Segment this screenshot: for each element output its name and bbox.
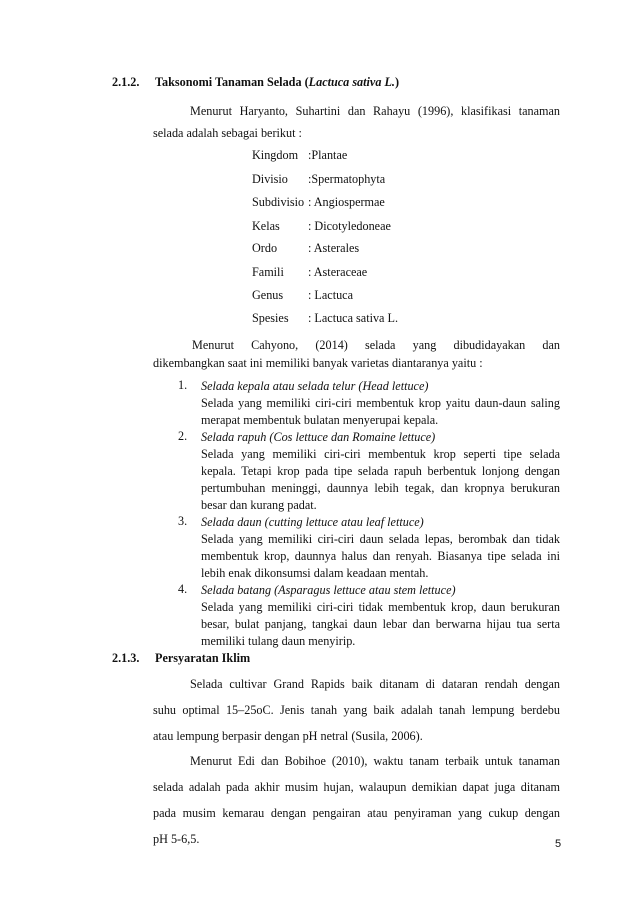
variety-line: Selada yang memiliki ciri-ciri membentuk krop seperti tipe selada xyxy=(201,447,560,461)
taxonomy-row-subdivisio xyxy=(252,195,385,210)
variety-line: besar dan kurang padat. xyxy=(201,498,317,512)
taxonomy-key: Divisio xyxy=(252,172,288,186)
taxonomy-row-kingdom xyxy=(252,148,347,163)
variety-title: Selada rapuh (Cos lettuce dan Romaine lettuce) xyxy=(201,430,436,444)
taxonomy-key: Famili xyxy=(252,265,284,279)
list-number: 4. xyxy=(178,582,188,596)
list-number: 3. xyxy=(178,514,188,528)
variety-line: merapat membentuk bulatan menyerupai kepala. xyxy=(201,413,439,427)
taxonomy-value: :Plantae xyxy=(308,148,348,162)
taxonomy-row-ordo xyxy=(252,241,359,256)
variety-line: lebih enak dikonsumsi dalam keadaan mentah. xyxy=(201,566,429,580)
taxonomy-row-famili xyxy=(252,265,367,280)
title-prefix: Taksonomi Tanaman Selada ( xyxy=(155,75,309,89)
variety-line: Selada yang memiliki ciri-ciri membentuk krop yaitu daun-daun saling xyxy=(201,396,560,410)
list-number: 2. xyxy=(178,429,188,443)
taxonomy-key: Kelas xyxy=(252,219,280,233)
variety-line: membentuk krop, daunnya halus dan renyah. Biasanya tipe selada ini xyxy=(201,549,560,563)
variety-line: Selada yang memiliki ciri-ciri tidak membentuk krop, daun berukuran xyxy=(201,600,560,614)
iklim-para1-line: atau lempung berpasir dengan pH netral (Susila, 2006). xyxy=(153,729,423,743)
taxonomy-row-divisio xyxy=(252,172,385,187)
iklim-para2-line: selada adalah pada akhir musim hujan, walaupun demikian dapat juga ditanam xyxy=(153,780,560,794)
section-number-2-1-3: 2.1.3. xyxy=(112,651,140,665)
taxonomy-key: Spesies xyxy=(252,311,289,325)
title-latin-name: Lactuca sativa L. xyxy=(308,75,395,89)
taxonomy-key: Kingdom xyxy=(252,148,299,162)
title-suffix: ) xyxy=(394,75,400,89)
iklim-para1-line: suhu optimal 15–25oC. Jenis tanah yang baik adalah tanah lempung berdebu xyxy=(153,703,560,717)
intro-line-2: selada adalah sebagai berikut : xyxy=(153,126,302,140)
taxonomy-key: Ordo xyxy=(252,241,278,255)
taxonomy-value: : Lactuca sativa L. xyxy=(308,311,399,325)
iklim-para2-line: pH 5-6,5. xyxy=(153,832,200,846)
taxonomy-value: : Dicotyledoneae xyxy=(308,219,391,233)
iklim-para1-line: Selada cultivar Grand Rapids baik ditanam di dataran rendah dengan xyxy=(190,677,560,691)
variety-title: Selada kepala atau selada telur (Head lettuce) xyxy=(201,379,429,393)
iklim-para2-line: Menurut Edi dan Bobihoe (2010), waktu tanam terbaik untuk tanaman xyxy=(190,754,560,768)
section-number-2-1-2: 2.1.2. xyxy=(112,75,140,89)
intro-line-1: Menurut Haryanto, Suhartini dan Rahayu (1996), klasifikasi tanaman xyxy=(190,104,560,118)
taxonomy-key: Genus xyxy=(252,288,284,302)
section-title-persyaratan-iklim: Persyaratan Iklim xyxy=(155,651,251,665)
variety-line: Selada yang memiliki ciri-ciri daun selada lepas, berombak dan tidak xyxy=(201,532,560,546)
taxonomy-value: : Asteraceae xyxy=(308,265,368,279)
taxonomy-key: Subdivisio xyxy=(252,195,305,209)
taxonomy-row-kelas xyxy=(252,219,391,234)
variety-line: memiliki tulang daun menyirip. xyxy=(201,634,356,648)
iklim-para2-line: pada musim kemarau dengan pengairan atau penyiraman yang cukup dengan xyxy=(153,806,560,820)
variety-line: besar, bulat panjang, tangkai daun lebar dan berwarna hijau tua serta xyxy=(201,617,560,631)
variety-title: Selada batang (Asparagus lettuce atau stem lettuce) xyxy=(201,583,456,597)
list-number: 1. xyxy=(178,378,188,392)
variety-line: kepala. Tetapi krop pada tipe selada rapuh berbentuk lonjong dengan xyxy=(201,464,560,478)
cahyono-line-2: dikembangkan saat ini memiliki banyak varietas diantaranya yaitu : xyxy=(153,356,483,370)
section-title-taksonomi xyxy=(155,74,399,90)
page-number: 5 xyxy=(555,838,562,850)
variety-line: pertumbuhan meninggi, daunnya lebih tegak, dan kropnya berukuran xyxy=(201,481,560,495)
taxonomy-value: : Asterales xyxy=(308,241,360,255)
taxonomy-row-genus xyxy=(252,288,353,303)
taxonomy-value: : Lactuca xyxy=(308,288,353,302)
taxonomy-row-spesies xyxy=(252,311,398,326)
variety-title: Selada daun (cutting lettuce atau leaf lettuce) xyxy=(201,515,424,529)
taxonomy-value: :Spermatophyta xyxy=(308,172,386,186)
cahyono-line-1: Menurut Cahyono, (2014) selada yang dibudidayakan dan xyxy=(192,338,560,352)
taxonomy-value: : Angiospermae xyxy=(308,195,385,209)
